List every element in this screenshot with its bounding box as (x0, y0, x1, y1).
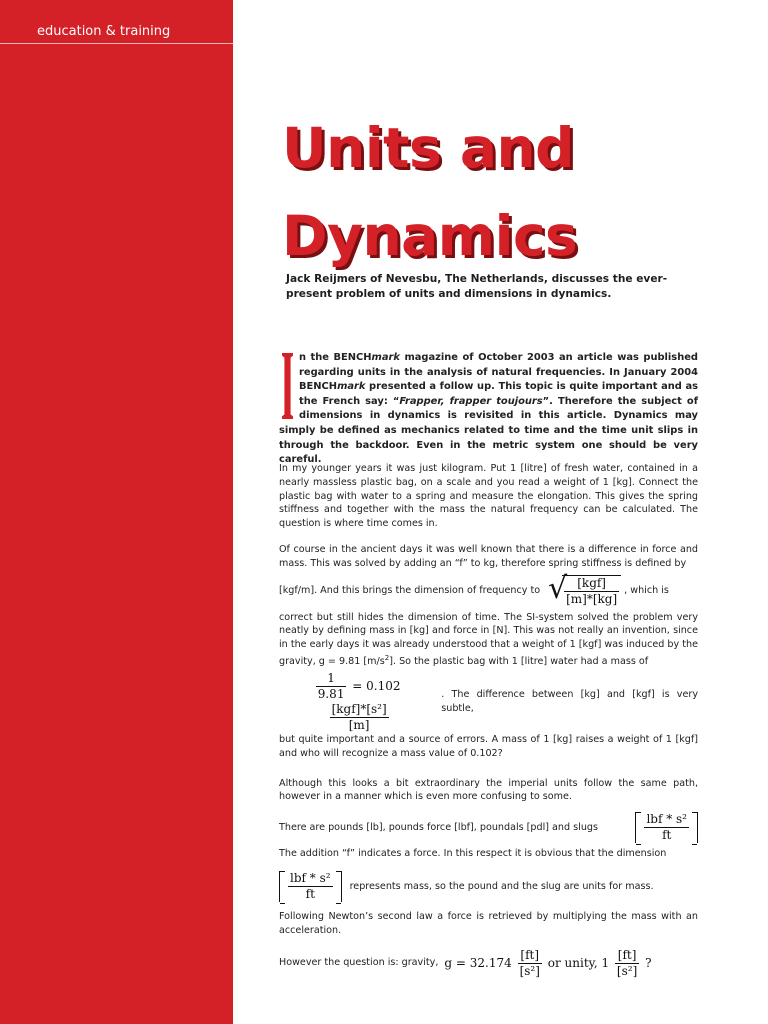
intro-text-a: n the (299, 352, 334, 363)
mass-unit-denominator: [m] (330, 717, 389, 733)
difference-text: . The difference between [kg] and [kgf] is very subtle, (441, 689, 698, 714)
mass-eq-denominator: 9.81 (317, 686, 345, 701)
slug-numerator: lbf * s² (646, 812, 687, 827)
title-line-1: Units and (282, 116, 574, 180)
unity-denominator: [s²] (616, 963, 638, 978)
si-text-b: ]. So the plastic bag with 1 [litre] water had a mass of (389, 656, 649, 668)
paragraph-ancient: Of course in the ancient days it was well known that there is a difference in force and mass. This was solved by adding an “f” to kg, therefore spring stiffness is defined by (279, 543, 698, 569)
mass-dimension-formula (279, 871, 342, 902)
paragraph-si-system (279, 611, 698, 669)
title-line-2: Dynamics (282, 204, 578, 268)
paragraph-kilogram: In my younger years it was just kilogram. Put 1 [litre] of fresh water, contained in a nearly massless plastic bag, on a scale and you read a weight of 1 [kg]. Connect the plastic bag with water to a spring and measure the elongation. This gives the spring stiffness and together with the mass the natural frequency can be calculated. The question is where time comes in. (279, 463, 698, 530)
g-denominator: [s²] (519, 963, 540, 978)
g-numerator: [ft] (520, 947, 540, 962)
or-unity-text: or unity, 1 (547, 955, 610, 970)
paragraph-imperial: Although this looks a bit extraordinary the imperial units follow the same path, however in a manner which is even more confusing to some. (279, 777, 698, 803)
question-mark: ? (645, 955, 652, 970)
sidebar (0, 0, 233, 1024)
represents-mass-text: represents mass, so the pound and the slug are units for mass. (349, 880, 654, 892)
body-column (279, 462, 698, 979)
mass-equation-line (279, 671, 698, 733)
gravity-formula (444, 948, 651, 979)
article-lede: Jack Reijmers of Nevesbu, The Netherlands, discusses the ever-present problem of units and dimensions in dynamics. (286, 273, 668, 300)
mark-label-1: mark (371, 352, 400, 363)
mass-eq-numerator: 1 (327, 670, 335, 685)
frequency-text-a: [kgf/m]. And this brings the dimension of frequency to (279, 584, 541, 596)
dimension-numerator: lbf * s² (290, 870, 331, 885)
article-title (282, 104, 577, 280)
paragraph-errors: but quite important and a source of errors. A mass of 1 [kg] raises a weight of 1 [kgf] and who will recognize a mass value of 0.102? (279, 733, 698, 759)
dimension-denominator: ft (288, 886, 333, 902)
slugs-text: There are pounds [lb], pounds force [lbf], poundals [pdl] and slugs (279, 821, 598, 833)
frequency-line (279, 570, 698, 607)
frequency-formula (548, 570, 621, 607)
mark-label-2: mark (337, 381, 366, 393)
slugs-line (279, 812, 698, 843)
mass-unit-numerator: [kgf]*[s²] (331, 701, 387, 716)
si-superscript: 2 (384, 653, 390, 662)
slug-unit-formula (635, 812, 698, 843)
intro-text-b: magazine of October 2003 an article was published regarding units in the analysis of natural frequencies. In January 2004 (299, 352, 698, 378)
french-quote: Frapper, frapper toujours (399, 395, 543, 407)
bench-label-1: BENCH (333, 352, 372, 363)
frequency-denominator: [m]*[kg] (566, 591, 618, 606)
slug-denominator: ft (644, 827, 689, 843)
unity-numerator: [ft] (617, 947, 637, 962)
bench-label-2: BENCH (299, 381, 338, 393)
paragraph-addition-f: The addition “f” indicates a force. In this respect it is obvious that the dimension (279, 848, 667, 860)
section-label: education & training (37, 24, 171, 39)
dropcap-i-icon (282, 353, 293, 419)
mass-dimension-line (279, 871, 698, 902)
frequency-numerator: [kgf] (577, 575, 606, 590)
si-text-a: correct but still hides the dimension of time. The SI-system solved the problem very neatly by defining mass in [kg] and force in [N]. This was not really an invention, since in the early days it was already understood that a weight of 1 [kgf] was induced by the gravity, g = 9.81 [m/s (279, 611, 698, 668)
intro-paragraph (279, 351, 698, 468)
gravity-question-text: However the question is: gravity, (279, 957, 439, 969)
mass-equation (279, 671, 435, 733)
intro-text-d: ”. Therefore the subject of dimensions in dynamics is revisited in this article. Dynamics may simply be defined as mechanics related to time and the time unit slips in through the backdoor. Even in the metric system one should be very careful. (279, 395, 698, 466)
paragraph-newton: Following Newton’s second law a force is retrieved by multiplying the mass with an acceleration. (279, 910, 698, 936)
g-value: g = 32.174 (444, 955, 512, 970)
frequency-text-b: , which is (624, 584, 669, 596)
intro-text-c: presented a follow up. This topic is quite important and as the French say: “ (299, 381, 698, 407)
section-divider (0, 43, 233, 44)
gravity-line (279, 948, 698, 979)
mass-eq-value: = 0.102 (352, 678, 401, 693)
radical-icon: √ (548, 570, 568, 606)
